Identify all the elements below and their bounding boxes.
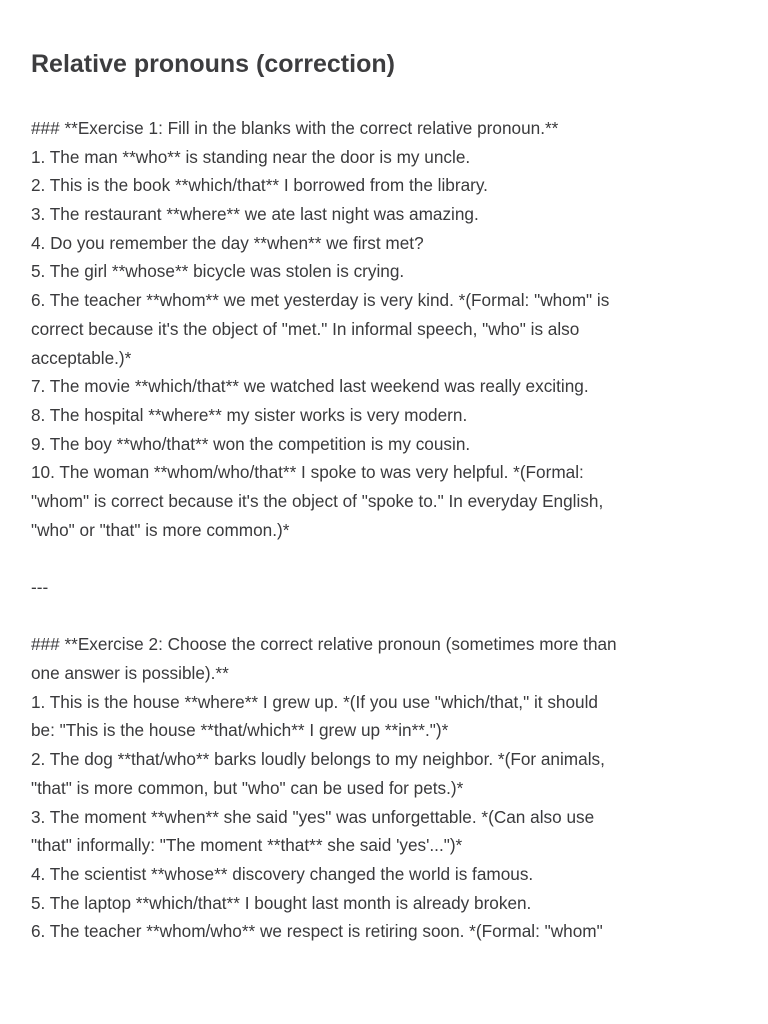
text-line: 3. The restaurant **where** we ate last night was amazing. xyxy=(31,204,479,225)
text-line: one answer is possible).** xyxy=(31,663,229,684)
text-line: 2. This is the book **which/that** I borrowed from the library. xyxy=(31,175,488,196)
text-line: correct because it's the object of "met." In informal speech, "who" is also xyxy=(31,318,580,339)
text-line: "that" is more common, but "who" can be used for pets.)* xyxy=(31,777,464,798)
text-line: 3. The moment **when** she said "yes" was unforgettable. *(Can also use xyxy=(31,806,595,827)
horizontal-rule-text: --- xyxy=(31,577,49,597)
text-line: 1. The man **who** is standing near the door is my uncle. xyxy=(31,146,471,167)
document-title: Relative pronouns (correction) xyxy=(31,50,395,78)
text-line: "that" informally: "The moment **that** she said 'yes'...")* xyxy=(31,835,463,856)
text-line: 10. The woman **whom/who/that** I spoke to was very helpful. *(Formal: xyxy=(31,462,584,483)
text-line: "who" or "that" is more common.)* xyxy=(31,519,290,540)
text-line: "whom" is correct because it's the object of "spoke to." In everyday English, xyxy=(31,490,604,511)
text-line: 7. The movie **which/that** we watched last weekend was really exciting. xyxy=(31,376,589,397)
text-line: 4. The scientist **whose** discovery changed the world is famous. xyxy=(31,863,534,884)
exercise-heading-line: ### **Exercise 2: Choose the correct relative pronoun (sometimes more than xyxy=(31,634,617,655)
exercise-heading-line: ### **Exercise 1: Fill in the blanks with the correct relative pronoun.** xyxy=(31,118,559,138)
text-line: be: "This is the house **that/which** I grew up **in**.")* xyxy=(31,720,449,741)
text-line: 9. The boy **who/that** won the competition is my cousin. xyxy=(31,433,471,454)
text-line: 8. The hospital **where** my sister works is very modern. xyxy=(31,404,468,425)
text-line: 1. This is the house **where** I grew up. *(If you use "which/that," it should xyxy=(31,691,598,712)
blank-line xyxy=(31,544,743,573)
blank-line xyxy=(31,602,743,631)
text-line: 6. The teacher **whom** we met yesterday is very kind. *(Formal: "whom" is xyxy=(31,290,610,311)
document-body xyxy=(31,114,743,946)
text-line: 5. The girl **whose** bicycle was stolen is crying. xyxy=(31,261,405,282)
text-line: 5. The laptop **which/that** I bought last month is already broken. xyxy=(31,892,532,913)
text-line: 2. The dog **that/who** barks loudly belongs to my neighbor. *(For animals, xyxy=(31,749,605,770)
text-line: acceptable.)* xyxy=(31,347,132,368)
text-line: 4. Do you remember the day **when** we first met? xyxy=(31,232,424,253)
text-line: 6. The teacher **whom/who** we respect is retiring soon. *(Formal: "whom" xyxy=(31,921,603,942)
